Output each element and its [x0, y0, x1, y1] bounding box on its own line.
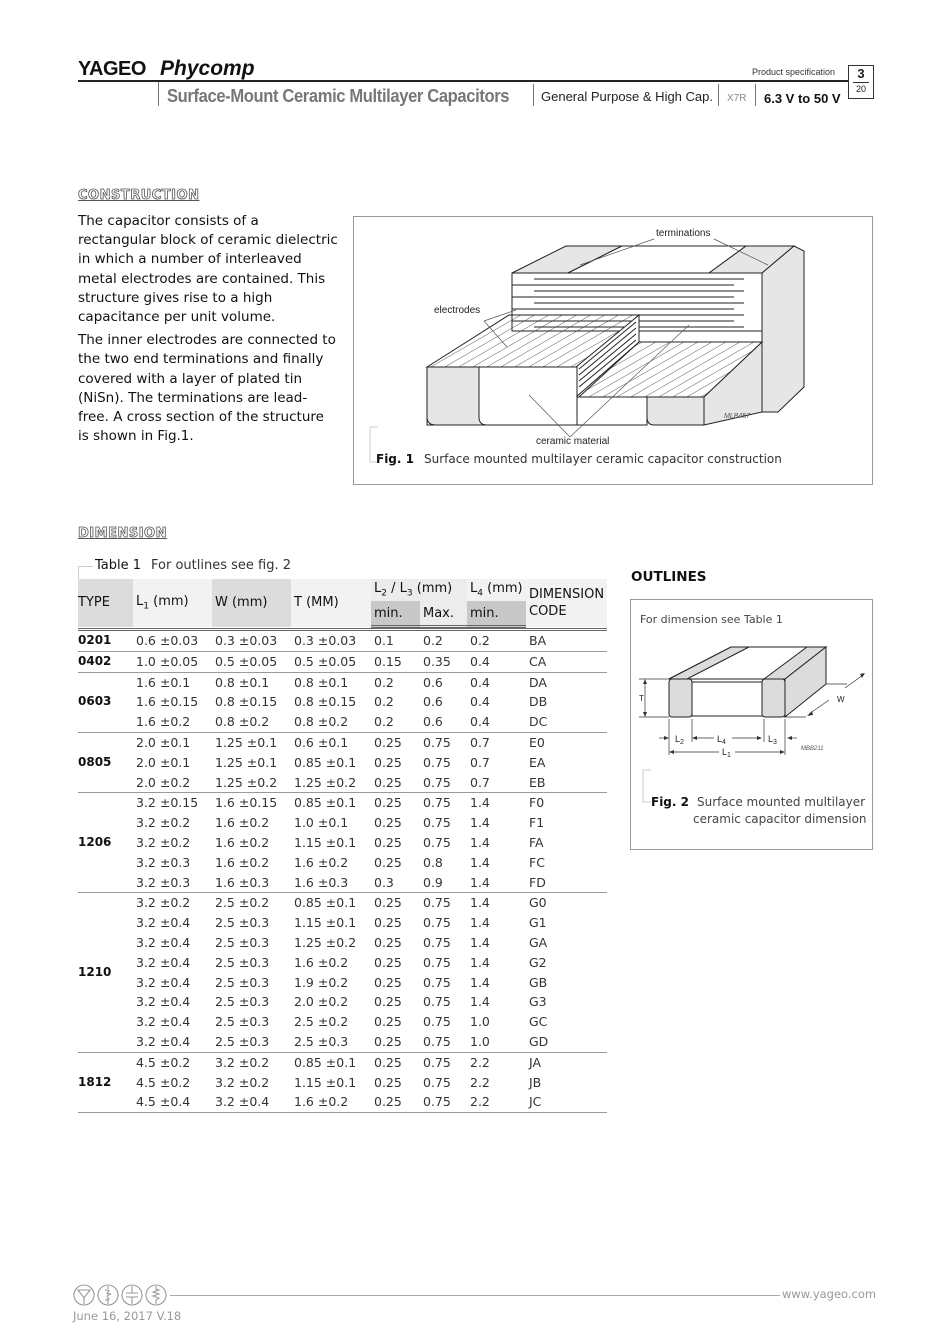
col-header-l2-max: Max.: [420, 601, 467, 627]
brand-logo-yageo: YAGEO: [78, 58, 146, 80]
table-row: 2.0 ±0.1 1.25 ±0.1 0.85 ±0.1 0.25 0.75 0.7 EA: [136, 754, 546, 770]
table-row: 0201 0.6 ±0.03 0.3 ±0.03 0.3 ±0.03 0.1 0.2 0.2 BA: [78, 630, 607, 652]
figure-1-caption: [376, 452, 782, 466]
label-l2: $L_2$: [675, 734, 684, 746]
footer-product-icons: [73, 1284, 171, 1310]
label-electrodes: electrodes: [434, 305, 481, 316]
table-row: 4.5 ±0.4 3.2 ±0.4 1.6 ±0.2 0.25 0.75 2.2 JC: [78, 1092, 607, 1112]
figure-1-caption-text: Surface mounted multilayer ceramic capacitor construction: [424, 452, 782, 466]
page-number-box: [848, 65, 874, 99]
table-row: 3.2 ±0.4 2.5 ±0.3 2.5 ±0.2 0.25 0.75 1.0 GC: [136, 1014, 548, 1030]
label-l4: $L_4$: [717, 734, 726, 746]
label-l3: $L_3$: [768, 734, 777, 746]
page-number: 3: [857, 66, 865, 81]
antenna-icon: [74, 1285, 94, 1305]
footer-date-version: June 16, 2017 V.18: [73, 1309, 182, 1323]
table-row: 0603 1.6 ±0.1 0.8 ±0.1 0.8 ±0.1 0.2 0.6 0.4 DA: [78, 672, 607, 692]
table-row: 0805 2.0 ±0.1 1.25 ±0.1 0.6 ±0.1 0.25 0.75 0.7 E0: [78, 732, 607, 752]
col-header-t: T (MM): [291, 579, 371, 627]
inductor-icon: [98, 1285, 118, 1305]
table-row: 1210 3.2 ±0.2 2.5 ±0.2 0.85 ±0.1 0.25 0.75 1.4 G0: [78, 893, 607, 913]
footer-url[interactable]: www.yageo.com: [782, 1287, 877, 1301]
col-header-l4-min: min.: [467, 601, 526, 627]
col-header-dimension-code: DIMENSION CODE: [526, 579, 607, 627]
col-header-l2-l3: $L_2 / L_3$ (mm): [371, 579, 467, 601]
table-row: 3.2 ±0.3 1.6 ±0.2 1.6 ±0.2 0.25 0.8 1.4 FC: [136, 854, 545, 870]
col-header-type: TYPE: [78, 579, 133, 627]
table-label: Table 1: [95, 558, 142, 573]
resistor-icon: [146, 1285, 166, 1305]
figure-2-note: For dimension see Table 1: [640, 613, 783, 626]
table-caption-bracket: [78, 566, 93, 579]
header-divider: [158, 82, 159, 106]
table-row: 3.2 ±0.4 2.5 ±0.3 2.0 ±0.2 0.25 0.75 1.4 G3: [136, 994, 547, 1010]
table-row: 3.2 ±0.4 2.5 ±0.3 1.6 ±0.2 0.25 0.75 1.4 G2: [136, 954, 547, 970]
construction-paragraph: The capacitor consists of a rectangular block of ceramic dielectric in which a number of interleaved metal electrodes are contained. This structure gives rise to a high capacitance per unit volume.: [78, 213, 338, 326]
table-row: 3.2 ±0.4 2.5 ±0.3 1.25 ±0.2 0.25 0.75 1.4 GA: [136, 934, 548, 950]
table-row: 3.2 ±0.2 1.6 ±0.2 1.15 ±0.1 0.25 0.75 1.4 FA: [136, 834, 544, 850]
figure-1-label: Fig. 1: [376, 452, 414, 466]
capacitor-construction-diagram: [354, 217, 872, 484]
table-row: 0402 1.0 ±0.05 0.5 ±0.05 0.5 ±0.05 0.15 0.35 0.4 CA: [78, 651, 607, 672]
figure-2-label: Fig. 2: [651, 795, 689, 809]
col-header-w: W (mm): [212, 579, 291, 627]
brand-logo-phycomp: Phycomp: [160, 57, 255, 80]
page-total: 20: [855, 84, 866, 94]
dimension-heading: DIMENSION: [78, 526, 167, 541]
construction-text: [78, 212, 338, 450]
table-caption-text: For outlines see fig. 2: [151, 558, 292, 573]
document-subtitle: General Purpose & High Cap.: [541, 89, 713, 104]
label-w: W: [837, 695, 845, 704]
table-row: 2.0 ±0.2 1.25 ±0.2 1.25 ±0.2 0.25 0.75 0.7 EB: [78, 773, 607, 793]
table-row: 3.2 ±0.3 1.6 ±0.3 1.6 ±0.3 0.3 0.9 1.4 FD: [78, 873, 607, 893]
table-row: 1.6 ±0.2 0.8 ±0.2 0.8 ±0.2 0.2 0.6 0.4 DC: [78, 712, 607, 732]
dielectric-label: X7R: [727, 93, 747, 104]
dimension-table: [78, 579, 607, 1113]
figure-code: MBB211: [801, 746, 824, 752]
capacitor-icon: [122, 1285, 142, 1305]
col-header-l4: $L_4$ (mm): [467, 579, 526, 601]
label-t: T: [639, 694, 644, 703]
figure-2-caption: Fig. 2 Surface mounted multilayer ceramic capacitor dimension: [651, 795, 867, 826]
table-row: 1.6 ±0.15 0.8 ±0.15 0.8 ±0.15 0.2 0.6 0.4 DB: [136, 694, 548, 710]
label-l1: $L_1$: [722, 747, 731, 759]
table-row: 3.2 ±0.4 2.5 ±0.3 1.15 ±0.1 0.25 0.75 1.4 G1: [136, 915, 547, 931]
table-row: 1812 4.5 ±0.2 3.2 ±0.2 0.85 ±0.1 0.25 0.75 2.2 JA: [78, 1052, 607, 1072]
col-header-l1: $L_1$ (mm): [133, 579, 212, 627]
figure-code: MLB457: [724, 413, 751, 420]
col-header-l2-min: min.: [371, 601, 420, 627]
header-divider: [533, 84, 534, 106]
construction-heading: CONSTRUCTION: [78, 188, 200, 203]
label-ceramic-material: ceramic material: [536, 436, 610, 447]
header-divider: [718, 84, 719, 106]
outlines-heading: OUTLINES: [631, 569, 707, 585]
document-title: Surface-Mount Ceramic Multilayer Capacitors: [167, 86, 510, 106]
table-caption: [95, 558, 291, 573]
header-rule: [78, 80, 848, 82]
doc-type-label: Product specification: [752, 67, 836, 77]
label-terminations: terminations: [656, 228, 711, 239]
voltage-range: 6.3 V to 50 V: [764, 91, 841, 106]
footer-rule: [170, 1295, 780, 1296]
header-divider: [755, 84, 756, 106]
table-row: 1206 3.2 ±0.15 1.6 ±0.15 0.85 ±0.1 0.25 0.75 1.4 F0: [78, 793, 607, 813]
table-row: 3.2 ±0.2 1.6 ±0.2 1.0 ±0.1 0.25 0.75 1.4 F1: [136, 815, 545, 831]
construction-paragraph: The inner electrodes are connected to the two end terminations and finally covered with a layer of plated tin (NiSn). The terminations are lead-free. A cross section of the structure is shown in Fig.1.: [78, 332, 336, 445]
table-row: 4.5 ±0.2 3.2 ±0.2 1.15 ±0.1 0.25 0.75 2.2 JB: [136, 1074, 542, 1090]
table-row: 3.2 ±0.4 2.5 ±0.3 1.9 ±0.2 0.25 0.75 1.4 GB: [136, 974, 548, 990]
table-row: 3.2 ±0.4 2.5 ±0.3 2.5 ±0.3 0.25 0.75 1.0 GD: [78, 1032, 607, 1052]
figure-1-construction: [353, 216, 873, 485]
